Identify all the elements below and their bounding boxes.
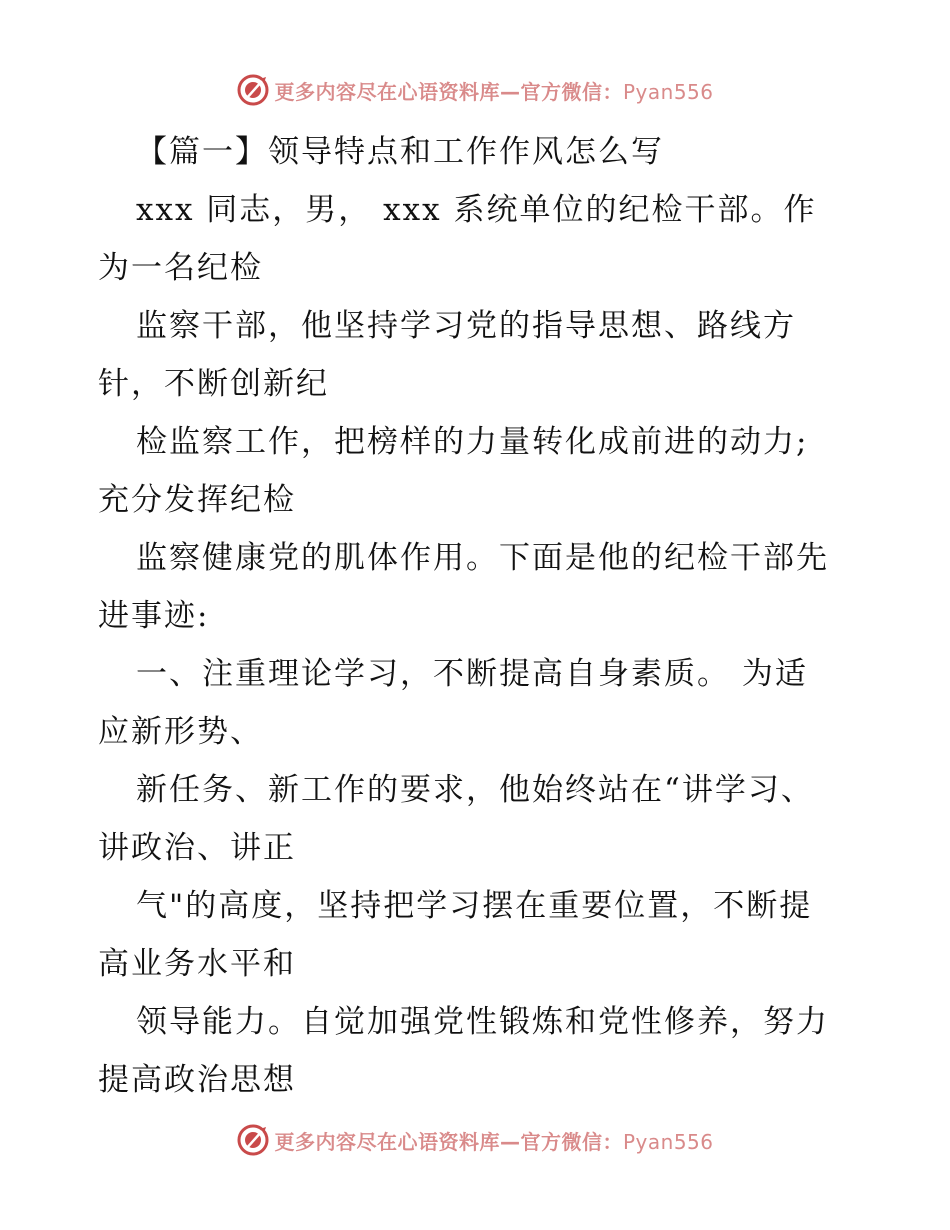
document-body	[98, 123, 868, 1109]
text-line: 讲政治、讲正	[98, 830, 296, 866]
text-line: 监察干部，他坚持学习党的指导思想、路线方	[136, 308, 796, 344]
watermark-header	[0, 70, 950, 110]
text-line: 提高政治思想	[98, 1062, 296, 1098]
text-line: 监察健康党的肌体作用。下面是他的纪检干部先	[136, 540, 829, 576]
text-line: 检监察工作，把榜样的力量转化成前进的动力;	[136, 424, 809, 460]
watermark-text: 更多内容尽在心语资料库—官方微信：Pyan556	[274, 1129, 714, 1154]
text-line: 领导能力。自觉加强党性锻炼和党性修养，努力	[136, 1004, 829, 1040]
text-line: 【篇一】领导特点和工作作风怎么写	[136, 134, 664, 170]
text-line: 新任务、新工作的要求，他始终站在“讲学习、	[136, 772, 814, 808]
text-line: 高业务水平和	[98, 946, 296, 982]
pen-seal-logo-icon	[236, 1123, 270, 1157]
text-line: 充分发挥纪检	[98, 482, 296, 518]
text-line: 气"的高度，坚持把学习摆在重要位置，不断提	[136, 888, 813, 924]
watermark-footer	[0, 1120, 950, 1160]
text-line: 一、注重理论学习，不断提高自身素质。 为适	[136, 656, 808, 692]
text-line: xxx 同志，男， xxx 系统单位的纪检干部。作	[136, 192, 817, 228]
text-line: 进事迹:	[98, 598, 210, 634]
watermark-text: 更多内容尽在心语资料库—官方微信：Pyan556	[274, 79, 714, 104]
pen-seal-logo-icon	[236, 73, 270, 107]
text-line: 应新形势、	[98, 714, 263, 750]
text-line: 为一名纪检	[98, 250, 263, 286]
wechat-id: Pyan556	[622, 1129, 714, 1154]
text-line: 针，不断创新纪	[98, 366, 329, 402]
wechat-id: Pyan556	[622, 79, 714, 104]
